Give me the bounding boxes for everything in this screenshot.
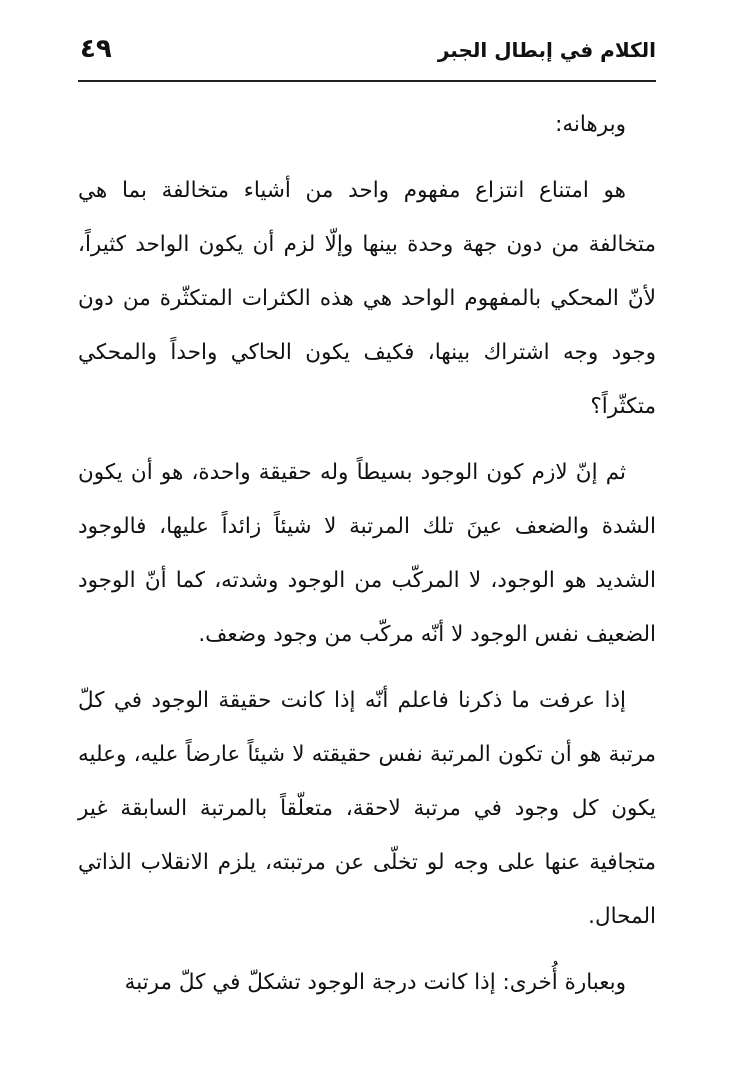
page-number: ٤٩ [80,34,112,64]
paragraph: وبعبارة أُخرى: إذا كانت درجة الوجود تشكلّ في كلّ مرتبة [124,970,626,995]
page-header [78,30,656,82]
paragraph: إذا عرفت ما ذكرنا فاعلم أنّه إذا كانت حقيقة الوجود في كلّ مرتبة هو أن تكون المرتبة نفس حقيقته لا شيئاً عارضاً عليه، وعليه يكون كل وجود في مرتبة لاحقة، متعلّقاً بالمرتبة السابقة غير متجافية عنها على وجه لو تخلّى عن مرتبته، يلزم الانقلاب الذاتي المحال. [78,688,656,929]
page-body [78,98,656,1010]
paragraph: هو امتناع انتزاع مفهوم واحد من أشياء متخالفة بما هي متخالفة من دون جهة وحدة بينها وإلّا لزم أن يكون الواحد كثيراً، لأنّ المحكي بالمفهوم الواحد هي هذه الكثرات المتكثّرة من دون وجود وجه اشتراك بينها، فكيف يكون الحاكي واحداً والمحكي متكثّراً؟ [78,178,656,419]
paragraph: ثم إنّ لازم كون الوجود بسيطاً وله حقيقة واحدة، هو أن يكون الشدة والضعف عينَ تلك المرتبة لا شيئاً زائداً عليها، فالوجود الشديد هو الوجود، لا المركّب من الوجود وشدته، كما أنّ الوجود الضعيف نفس الوجود لا أنّه مركّب من وجود وضعف. [78,460,656,647]
paragraph-heading: وبرهانه: [555,112,626,137]
running-title: الكلام في إبطال الجبر [437,38,656,62]
